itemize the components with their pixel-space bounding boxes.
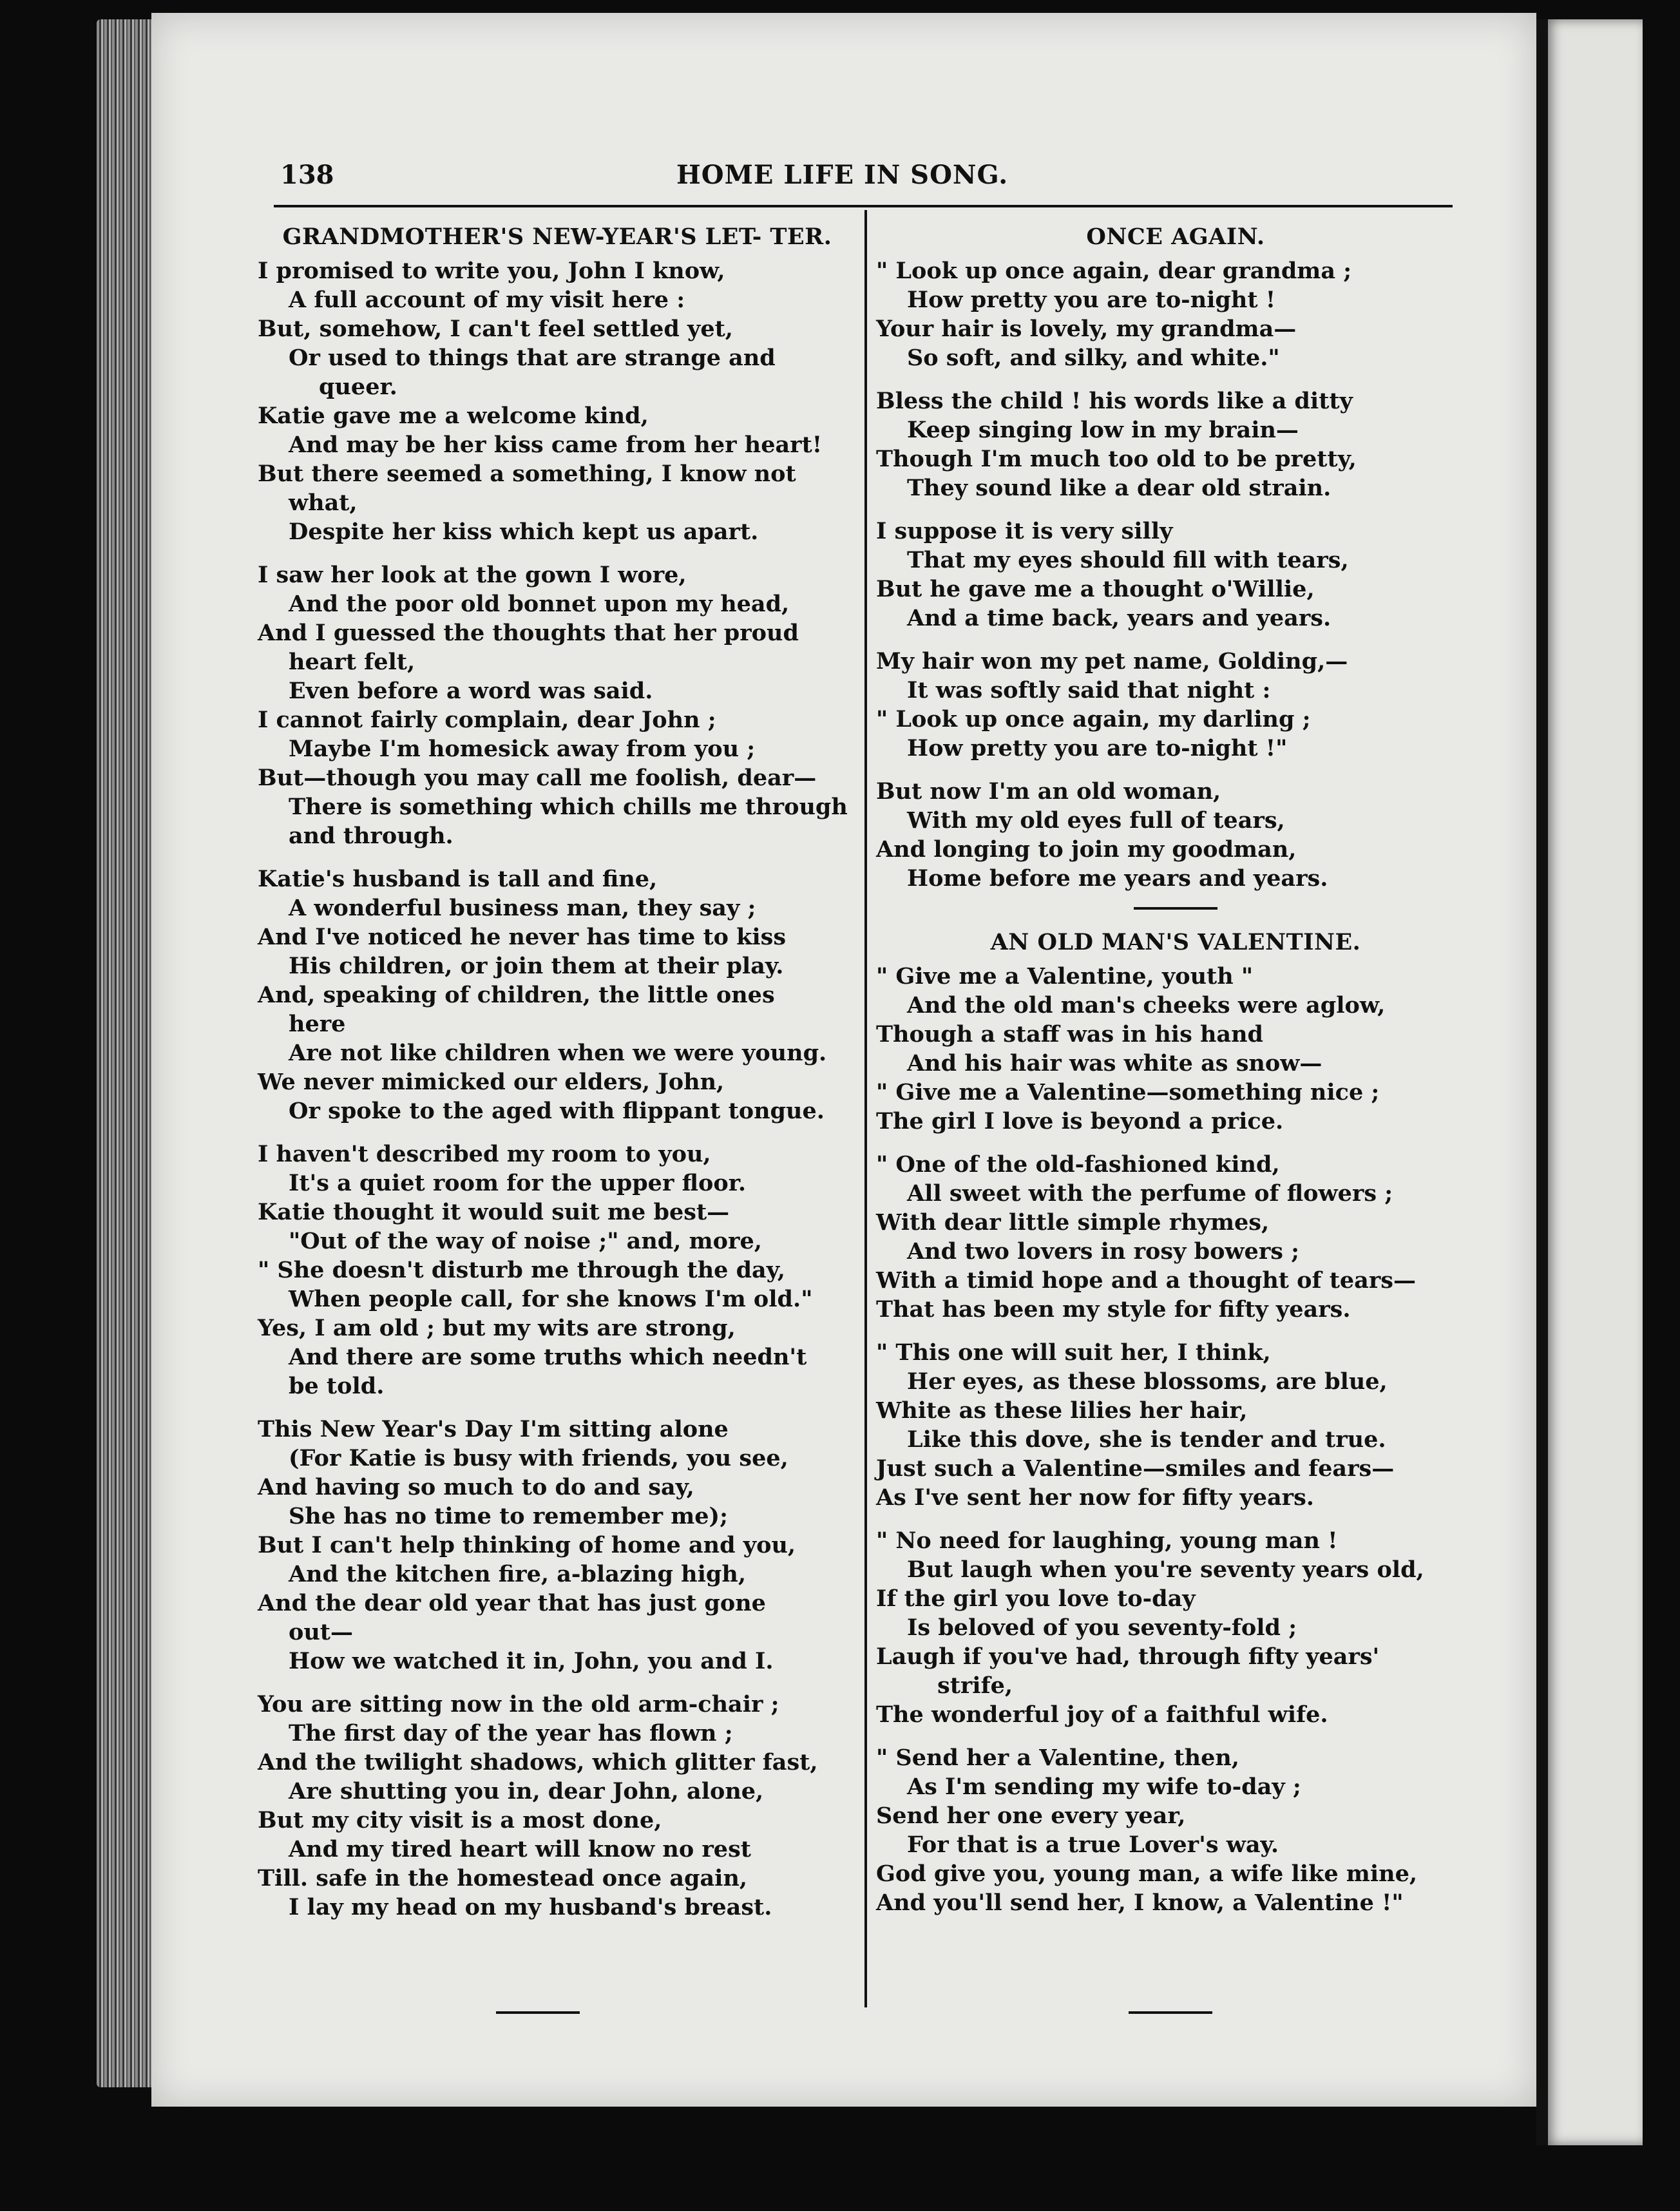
poem-line: Bless the child ! his words like a ditty (876, 388, 1353, 414)
poem-line: It's a quiet room for the upper floor. (289, 1170, 747, 1196)
poem-line: " Send her a Valentine, then, (876, 1745, 1239, 1771)
book-page-edges (97, 19, 158, 2087)
poem-line: With dear little simple rhymes, (876, 1209, 1270, 1236)
poem-line: out— (289, 1619, 353, 1645)
poem-line: heart felt, (289, 649, 415, 675)
poem-line: And the twilight shadows, which glitter fast, (258, 1749, 818, 1776)
poem-line: here (289, 1011, 346, 1037)
poem-line: (For Katie is busy with friends, you see, (289, 1445, 788, 1471)
poem-line: Keep singing low in my brain— (907, 417, 1299, 443)
poem-body-old-mans-valentine (876, 962, 1475, 1917)
poem-title-old-mans-valentine: AN OLD MAN'S VALENTINE. (990, 929, 1361, 955)
poem-line: " She doesn't disturb me through the day, (258, 1257, 785, 1283)
poem-line: Though I'm much too old to be pretty, (876, 446, 1357, 472)
poem-line: Send her one every year, (876, 1803, 1186, 1829)
poem-line: Or spoke to the aged with flippant tongue. (289, 1098, 825, 1124)
poem-line: And the old man's cheeks were aglow, (907, 992, 1386, 1019)
stanza (876, 647, 1475, 763)
poem-line: Katie thought it would suit me best— (258, 1199, 730, 1225)
poem-line: And may be her kiss came from her heart! (289, 432, 823, 458)
poem-line: Even before a word was said. (289, 678, 653, 704)
poem-line: It was softly said that night : (907, 677, 1271, 704)
poem-line: Are not like children when we were young. (289, 1040, 827, 1066)
poem-line: There is something which chills me through (289, 794, 848, 820)
poem-line: His children, or join them at their play. (289, 953, 784, 979)
poem-line: what, (289, 490, 358, 516)
stanza (876, 1526, 1475, 1729)
stanza (876, 1150, 1475, 1324)
poem-line: and through. (289, 823, 453, 849)
poem-line: Your hair is lovely, my grandma— (876, 316, 1297, 342)
right-column (876, 222, 1475, 1931)
poem-line: "Out of the way of noise ;" and, more, (289, 1228, 762, 1254)
poem-line: But now I'm an old woman, (876, 778, 1221, 805)
poem-line: strife, (937, 1672, 1013, 1699)
stanza (876, 1338, 1475, 1512)
poem-line: And my tired heart will know no rest (289, 1836, 751, 1862)
poem-line: And the kitchen fire, a-blazing high, (289, 1561, 746, 1587)
poem-body-grandmothers-letter (258, 256, 857, 1922)
poem-line: But he gave me a thought o'Willie, (876, 576, 1315, 602)
poem-line: I lay my head on my husband's breast. (289, 1894, 772, 1920)
poem-line: All sweet with the perfume of flowers ; (907, 1180, 1393, 1207)
poem-line: I haven't described my room to you, (258, 1141, 711, 1167)
header-rule (274, 205, 1453, 207)
stanza (876, 777, 1475, 893)
poem-line: But, somehow, I can't feel settled yet, (258, 316, 733, 342)
poem-end-rule (1129, 2011, 1212, 2014)
stanza (258, 865, 857, 1125)
poem-line: So soft, and silky, and white." (907, 345, 1280, 371)
page-number: 138 (280, 160, 334, 190)
poem-line: The girl I love is beyond a price. (876, 1108, 1284, 1134)
poem-line: And, speaking of children, the little ones (258, 982, 775, 1008)
poem-line: I suppose it is very silly (876, 518, 1173, 544)
poem-line: Or used to things that are strange and (289, 345, 776, 371)
poem-line: This New Year's Day I'm sitting alone (258, 1416, 729, 1442)
poem-line: Despite her kiss which kept us apart. (289, 519, 759, 545)
poem-line: Though a staff was in his hand (876, 1021, 1264, 1048)
poem-line: And I've noticed he never has time to kiss (258, 924, 787, 950)
poem-line: Is beloved of you seventy-fold ; (907, 1614, 1297, 1641)
poem-line: And his hair was white as snow— (907, 1050, 1322, 1077)
poem-line: Yes, I am old ; but my wits are strong, (258, 1315, 736, 1341)
stanza (876, 1743, 1475, 1917)
poem-line: A full account of my visit here : (289, 287, 685, 313)
poem-line: Laugh if you've had, through fifty years' (876, 1643, 1380, 1670)
poem-line: The first day of the year has flown ; (289, 1720, 733, 1747)
poem-line: But there seemed a something, I know not (258, 461, 796, 487)
stanza (258, 1690, 857, 1922)
stanza (876, 962, 1475, 1136)
poem-line: " Give me a Valentine—something nice ; (876, 1079, 1380, 1106)
poem-line: be told. (289, 1373, 385, 1399)
poem-line: And the poor old bonnet upon my head, (289, 591, 790, 617)
poem-line: How pretty you are to-night ! (907, 287, 1276, 313)
poem-line: Maybe I'm homesick away from you ; (289, 736, 756, 762)
poem-line: If the girl you love to-day (876, 1585, 1196, 1612)
poem-line: And I guessed the thoughts that her proud (258, 620, 799, 646)
poem-line: The wonderful joy of a faithful wife. (876, 1701, 1328, 1728)
stanza (258, 1140, 857, 1401)
poem-line: " Look up once again, my darling ; (876, 706, 1311, 732)
poem-line: I saw her look at the gown I wore, (258, 562, 687, 588)
poem-body-once-again (876, 256, 1475, 893)
poem-end-rule (496, 2011, 580, 2014)
poem-line: But laugh when you're seventy years old, (907, 1556, 1424, 1583)
poem-line: God give you, young man, a wife like mine, (876, 1861, 1418, 1887)
stanza (876, 517, 1475, 633)
gutter-shadow (1536, 19, 1548, 2145)
poem-line: For that is a true Lover's way. (907, 1832, 1279, 1858)
poem-line: Are shutting you in, dear John, alone, (289, 1778, 764, 1804)
poem-line: How we watched it in, John, you and I. (289, 1648, 774, 1674)
poem-line: And the dear old year that has just gone (258, 1590, 766, 1616)
poem-separator-rule (1134, 907, 1217, 910)
stanza (258, 1415, 857, 1676)
poem-line: " This one will suit her, I think, (876, 1339, 1271, 1366)
poem-line: As I'm sending my wife to-day ; (907, 1774, 1301, 1800)
poem-line: " Give me a Valentine, youth " (876, 963, 1254, 990)
poem-line: We never mimicked our elders, John, (258, 1069, 725, 1095)
poem-line: With a timid hope and a thought of tears— (876, 1267, 1416, 1294)
stanza (258, 560, 857, 850)
poem-line: That my eyes should fill with tears, (907, 547, 1349, 573)
poem-line: As I've sent her now for fifty years. (876, 1484, 1314, 1511)
poem-line: " Look up once again, dear grandma ; (876, 258, 1352, 284)
poem-line: Just such a Valentine—smiles and fears— (876, 1455, 1395, 1482)
column-divider (864, 210, 867, 2007)
poem-line: Home before me years and years. (907, 865, 1328, 892)
left-column (258, 222, 857, 1936)
poem-line: With my old eyes full of tears, (907, 807, 1285, 834)
poem-line: Till. safe in the homestead once again, (258, 1865, 748, 1891)
poem-line: But I can't help thinking of home and you, (258, 1532, 796, 1558)
poem-line: " One of the old-fashioned kind, (876, 1151, 1280, 1178)
poem-line: And longing to join my goodman, (876, 836, 1297, 863)
poem-line: How pretty you are to-night !" (907, 735, 1288, 761)
poem-line: And there are some truths which needn't (289, 1344, 807, 1370)
poem-line: A wonderful business man, they say ; (289, 895, 756, 921)
poem-line: But—though you may call me foolish, dear— (258, 765, 817, 791)
poem-line: I promised to write you, John I know, (258, 258, 725, 284)
poem-line: queer. (319, 374, 397, 400)
poem-line: Like this dove, she is tender and true. (907, 1426, 1386, 1453)
poem-line: And two lovers in rosy bowers ; (907, 1238, 1300, 1265)
poem-line: But my city visit is a most done, (258, 1807, 662, 1833)
poem-title-grandmothers-letter: GRANDMOTHER'S NEW-YEAR'S LET- TER. (282, 224, 832, 250)
poem-line: Katie's husband is tall and fine, (258, 866, 658, 892)
poem-line: She has no time to remember me); (289, 1503, 729, 1529)
poem-title-once-again: ONCE AGAIN. (1086, 224, 1265, 250)
poem-line: I cannot fairly complain, dear John ; (258, 707, 716, 733)
poem-line: They sound like a dear old strain. (907, 475, 1332, 501)
stanza (258, 256, 857, 546)
poem-line: Her eyes, as these blossoms, are blue, (907, 1368, 1388, 1395)
poem-line: White as these lilies her hair, (876, 1397, 1248, 1424)
poem-line: " No need for laughing, young man ! (876, 1527, 1338, 1554)
stanza (876, 387, 1475, 503)
poem-line: You are sitting now in the old arm-chair ; (258, 1691, 779, 1718)
poem-line: And having so much to do and say, (258, 1474, 694, 1500)
poem-line: And you'll send her, I know, a Valentine !" (876, 1890, 1404, 1916)
facing-page-edge (1546, 19, 1643, 2145)
poem-line: And a time back, years and years. (907, 605, 1332, 631)
poem-line: That has been my style for fifty years. (876, 1296, 1351, 1323)
running-head: HOME LIFE IN SONG. (676, 160, 1009, 190)
poem-line: Katie gave me a welcome kind, (258, 403, 649, 429)
stanza (876, 256, 1475, 372)
poem-line: When people call, for she knows I'm old." (289, 1286, 813, 1312)
poem-line: My hair won my pet name, Golding,— (876, 648, 1348, 675)
